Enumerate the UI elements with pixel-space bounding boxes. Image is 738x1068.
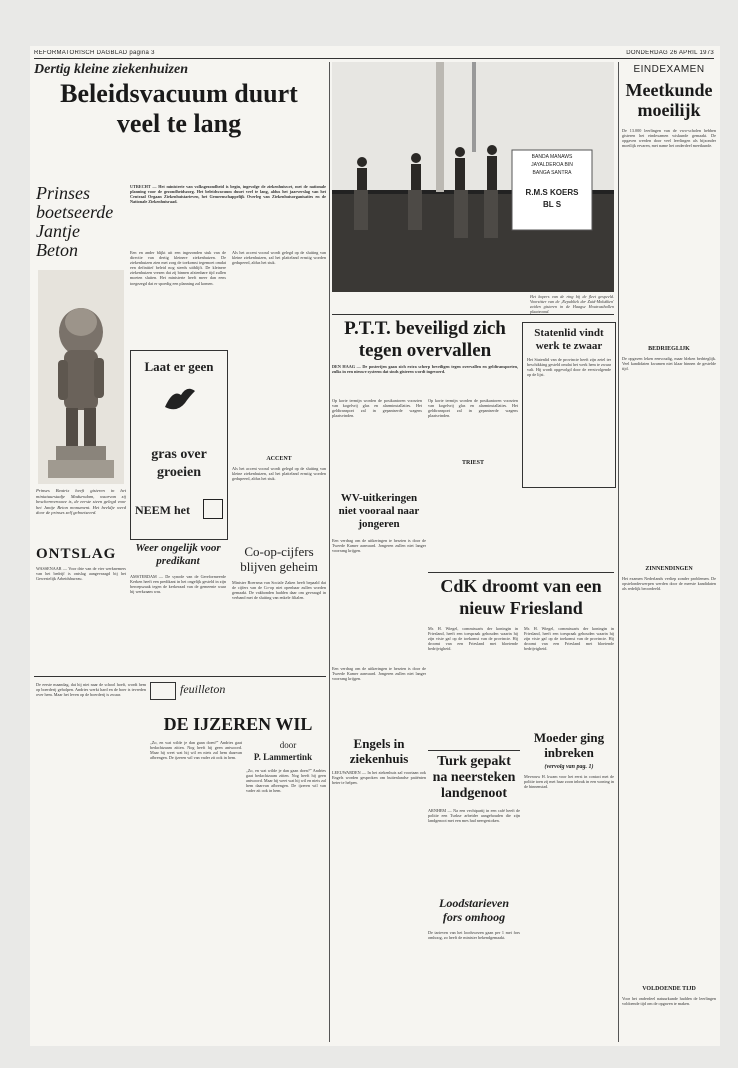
ad-gras <box>130 350 228 540</box>
ptt-body-col2: Op korte termijn worden de postkantoren voorzien van kogelvrij glas en alarminstallaties. Het geldtransport zal in gepantserde wagens plaatsvinden. <box>428 398 518 419</box>
ad-gras-line2: gras over <box>151 447 207 462</box>
eindexamen-sub2-body: Het examen Nederlands verliep zonder problemen. De opstelonderwerpen werden door de meeste kandidaten als redelijk beoordeeld. <box>622 576 716 592</box>
feuilleton-continued-body: De eerste maandag, dat hij niet naar de school hoeft, wordt hem op boerderij geholpen. Andries werkt hard en de boer is tevreden over hem. Maar het leven op de boerderij is zwaar. <box>36 682 146 698</box>
bird-icon <box>159 381 199 415</box>
cdk-body-col2: Mr. H. Wiegel, commissaris der koningin in Friesland, heeft een toespraak gehouden waarin hij zijn visie gaf op de toekomst van de provincie. Hij droomt van een Friesland met bloeiende bedrijvigheid. <box>524 626 614 652</box>
feuilleton-body-col2: „Zo, en wat wilde je dan gaan doen?” Andries gaat bedachtzaam zitten. Nog heeft hij geen antwoord. Maar hij weet wat hij wil en niets zal hem daarvan afbrengen. De ijzeren wil van vader zit ook in hem. <box>246 768 326 794</box>
turk-sub: Loodstarieven fors omhoog <box>439 896 509 924</box>
eindexamen-sub2: ZINNENDINGEN <box>645 566 693 572</box>
coop-headline: Co-op-cijfers blijven geheim <box>240 544 318 574</box>
wv-headline: WV-uitkeringen niet vooraal naar jongeren <box>338 492 420 530</box>
hospitals-body-col2: Als het accent vooral wordt gelegd op de sluiting van kleine ziekenhuizen, zal het platteland ernstig worden gedupeerd, aldus het stuk. <box>232 250 326 266</box>
wv-body: Een verdrag om de uitkeringen te herzien is door de Tweede Kamer aanvaard. Jongeren zullen niet langer voorrang krijgen. <box>332 538 426 554</box>
band-sign-5: BL S <box>542 200 562 209</box>
feuilleton-label: feuilleton <box>180 682 226 696</box>
band-caption: Het kopers van de ring bij de fleet gespeeld. Voorzitter van de ‚Republiek der Zuid-Molukken' zeiden gisteren in de Haagse Houtrusthallen plaatsvond. <box>530 294 614 315</box>
hospitals-body: Een en ander blijkt uit een ingezonden stuk van de directie van dertig kleinere ziekenhuizen. De ziekenhuizen zien met zorg de toekomst tegemoet omdat een definitief beleid nog steeds uitblijft. De kleinere ziekenhuizen vrezen dat zij binnen afzienbare tijd zullen moeten sluiten. Het ministerie heeft meer dan eens toegezegd dat er spoedig een planning zal komen. <box>130 250 226 286</box>
band-sign-4: R.M.S KOERS <box>525 188 579 197</box>
coop-body: Minister Boersma van Sociale Zaken heeft bepaald dat de cijfers van de Co-op niet openbaar zullen worden gemaakt. De vakbonden hadden daar om gevraagd in verband met de sluiting van enkele filialen. <box>232 580 326 601</box>
moeder-sub: (vervolg van pag. 1) <box>544 764 594 770</box>
princess-headline: Prinses boetseerde Jantje Beton <box>36 184 114 260</box>
hospitals-accent-body: Als het accent vooral wordt gelegd op de sluiting van kleine ziekenhuizen, zal het platteland ernstig worden gedupeerd, aldus het stuk. <box>232 466 326 482</box>
newspaper-page <box>30 46 720 1046</box>
hospitals-intro: UTRECHT — Het ministerie van volksgezondheid is begin, ingevolge de ziekenhuiswet, met de nationale planning voor de gezondheidszorg. Het beleidsvacuum duurt veel te lang, aldus het jaarverslag van het Centraal Orgaan Ziekenhuistarieven, het Gemeenschappelijk Overleg van Ziekenhuisorganisaties en de Nationale Ziekenhuisraad. <box>130 184 326 205</box>
feuilleton-logo-icon <box>150 682 176 700</box>
eindexamen-sub1-body: De opgaven leken eenvoudig, maar bleken bedrieglijk. Veel kandidaten kwamen niet klaar binnen de gestelde tijd. <box>622 356 716 372</box>
feuilleton-title: DE IJZEREN WIL <box>163 714 313 734</box>
turk-body: ARNHEM — Na een vechtpartij in een café heeft de politie een Turkse arbeider aangehouden die zijn landgenoot met een mes had neergestoken. <box>428 808 520 824</box>
eindexamen-sub3-body: Voor het onderdeel natuurkunde hadden de leerlingen voldoende tijd om de opgaven te maken. <box>622 996 716 1007</box>
ptt-headline-1: P.T.T. beveiligd zich <box>344 318 506 339</box>
eindexamen-kicker: EINDEXAMEN <box>633 64 705 75</box>
statenlid-headline: Statenlid vindt werk te zwaar <box>534 327 604 352</box>
turk-sub-body: De tarieven van het loodswezen gaan per 1 mei fors omhoog, zo heeft de minister bekendgemaakt. <box>428 930 520 941</box>
eindexamen-body: De 13.000 leerlingen van de vwo-scholen hebben gisteren het eindexamen wiskunde gemaakt. De opgaven werden door veel leerlingen als bijzonder moeilijk ervaren, met name het onderdeel meetkunde. <box>622 128 716 149</box>
band-sign-3: BANGA SANTRA <box>532 170 572 176</box>
jantje-beton-statue-photo <box>38 270 124 484</box>
turk-headline-1: Turk gepakt <box>437 754 511 769</box>
weer-body: AMSTERDAM — De synode van de Gereformeerde Kerken heeft een predikant in het ongelijk gesteld in zijn beroepszaak tegen de kerkeraad van de gemeente waar hij werkzaam was. <box>130 574 226 595</box>
masthead-left: REFORMATORISCH DAGBLAD pagina 3 <box>34 50 155 56</box>
ad-gras-brand: NEEM het <box>135 503 190 517</box>
ad-gras-line3: groeien <box>156 465 202 480</box>
ptt-body: Op korte termijn worden de postkantoren voorzien van kogelvrij glas en alarminstallaties. Het geldtransport zal in gepantserde wagens plaatsvinden. <box>332 398 422 419</box>
eindexamen-sub1: BEDRIEGLIJK <box>648 346 690 352</box>
princess-caption: Prinses Beatrix heeft gisteren in het miniatuurstadje Madurodam, waarvan zij beschermvrouwe is, de eerste steen gelegd voor het Jantje Beton monument. Het beeldje werd door de prinses zelf geboetseerd. <box>36 488 126 516</box>
statenlid-box <box>522 322 616 488</box>
cdk-body: Mr. H. Wiegel, commissaris der koningin in Friesland, heeft een toespraak gehouden waarin hij zijn visie gaf op de toekomst van de provincie. Hij droomt van een Friesland met bloeiende bedrijvigheid. <box>428 626 518 652</box>
hospitals-headline-1: Beleidsvacuum duurt <box>60 80 298 108</box>
feuilleton-author-2: P. Lammertink <box>253 752 313 762</box>
engels-headline: Engels in ziekenhuis <box>349 736 409 766</box>
eindexamen-sub3: VOLDOENDE TIJD <box>642 986 696 992</box>
cdk-headline-1: CdK droomt van een <box>440 576 602 596</box>
band-sign-1: BANDA MANAWS <box>531 154 573 160</box>
feuilleton-body: „Zo, en wat wilde je dan gaan doen?” Andries gaat bedachtzaam zitten. Nog heeft hij geen antwoord. Maar hij weet wat hij wil en niets zal hem daarvan afbrengen. De ijzeren wil van vader zit ook in hem. <box>150 740 242 761</box>
ptt-triest-head: TRIEST <box>461 460 484 466</box>
masthead-right: DONDERDAG 26 APRIL 1973 <box>626 50 714 56</box>
statenlid-body: Het Statenlid van de provincie heeft zijn zetel ter beschikking gesteld omdat het werk hem te zwaar valt. Hij wordt opgevolgd door de eerstvolgende op de lijst. <box>527 357 611 378</box>
cdk-headline-2: nieuw Friesland <box>459 598 583 618</box>
engels-body: LEEUWARDEN — In het ziekenhuis zal voortaan ook Engels worden gesproken om buitenlandse patiënten beter te helpen. <box>332 770 426 786</box>
ptt-headline-2: tegen overvallen <box>358 340 492 361</box>
feuilleton-author-1: door <box>279 740 297 750</box>
turk-headline-2: na neersteken <box>432 770 516 785</box>
hospitals-headline-2: veel te lang <box>116 110 242 138</box>
eindexamen-headline: Meetkunde moeilijk <box>625 80 713 120</box>
wv-body-col2: Een verdrag om de uitkeringen te herzien is door de Tweede Kamer aanvaard. Jongeren zullen niet langer voorrang krijgen. <box>332 666 426 682</box>
ptt-logo-icon <box>203 499 223 519</box>
band-sign-2: JAYALDEROA BIN <box>531 162 573 168</box>
ontslag-body: WASSENAAR — Voor drie van de vier werknemers van het bedrijf is ontslag aangevraagd bij het Gewestelijk Arbeidsbureau. <box>36 566 126 582</box>
weer-headline: Weer ongelijk voor predikant <box>135 542 221 567</box>
hospitals-accent-head: ACCENT <box>266 456 292 462</box>
band-photo <box>332 62 614 292</box>
ptt-lead: DEN HAAG — De posterijen gaan zich extra scherp beveiligen tegen overvallen en geldtransporten, zulks in een nieuwe systeem dat sinds gisteren wordt ingevoerd. <box>332 364 518 375</box>
turk-headline-3: landgenoot <box>440 786 508 801</box>
moeder-body: Mevrouw H. kwam voor het eerst in contact met de politie toen zij met haar zoon inbrak in een woning in de binnenstad. <box>524 774 614 790</box>
moeder-headline: Moeder ging inbreken <box>533 730 605 760</box>
hospitals-kicker: Dertig kleine ziekenhuizen <box>34 62 189 77</box>
ontslag-headline: ONTSLAG <box>36 546 117 562</box>
ad-gras-line1: Laat er geen <box>144 359 214 374</box>
